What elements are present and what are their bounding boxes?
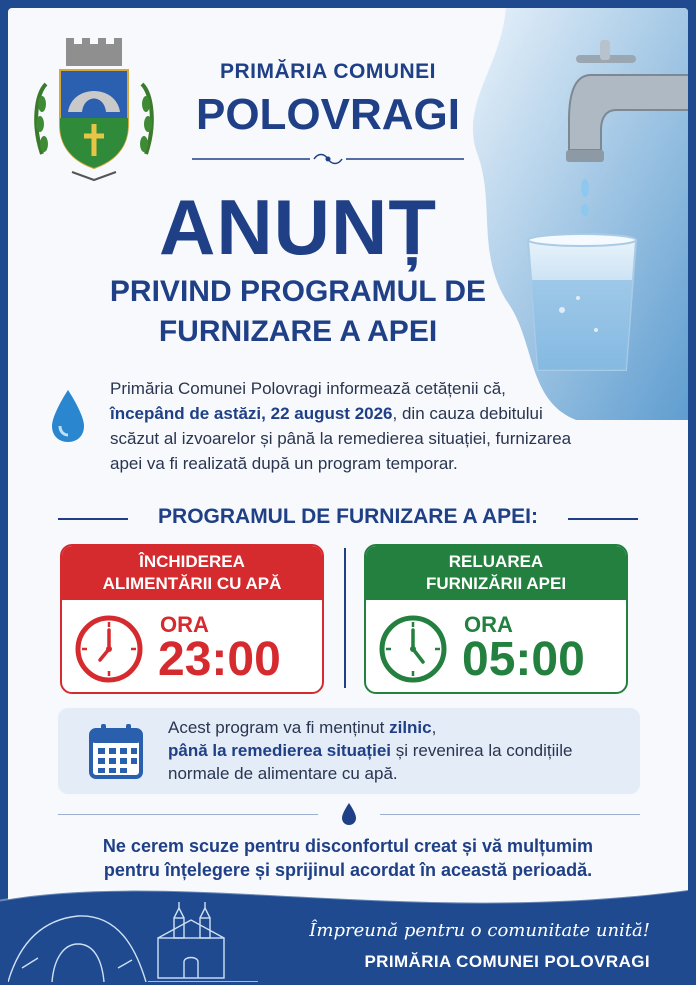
header-org-line2: POLOVRAGI — [195, 90, 461, 139]
footer — [0, 872, 688, 985]
heading-rule-right — [568, 518, 638, 520]
water-drop-icon — [340, 802, 358, 826]
coat-of-arms-icon — [32, 34, 156, 184]
divider-rule-left — [58, 814, 318, 815]
clock-icon — [378, 614, 448, 684]
card-resume-label-line1: RELUAREA — [448, 552, 544, 571]
water-drop-icon — [48, 388, 88, 444]
card-resume — [364, 544, 628, 694]
card-closing-time: 23:00 — [158, 633, 281, 686]
card-resume-time: 05:00 — [462, 633, 585, 686]
cards-divider — [344, 548, 346, 688]
card-closing-label — [62, 546, 322, 600]
page-title: ANUNȚ — [159, 183, 437, 271]
subtitle-line2: FURNIZARE A APEI — [158, 315, 438, 348]
note-line1 — [168, 716, 638, 739]
note-line2 — [168, 739, 638, 762]
note-line1-post: , — [431, 718, 437, 737]
schedule-heading — [58, 503, 638, 533]
header-org-line1: PRIMĂRIA COMUNEI — [219, 60, 437, 83]
calendar-icon — [88, 722, 144, 780]
thanks-line2: pentru înțelegere și sprijinul acordat în această perioadă. — [103, 860, 593, 880]
subtitle-line1: PRIVIND PROGRAMUL DE — [109, 275, 487, 308]
note-line1-bold: zilnic — [389, 718, 432, 737]
intro-bold-start: începând de astăzi, — [110, 404, 271, 423]
divider-rule-right — [380, 814, 640, 815]
ornament-divider — [192, 152, 464, 166]
card-closing-label-line2: ALIMENTĂRII CU APĂ — [102, 574, 282, 593]
announcement-poster — [8, 8, 688, 977]
intro-text-2: , din cauza debitului scăzut al izvoarelor și până la remedierea situației, furnizarea apei va fi realizată după un program temporar. — [110, 404, 572, 473]
page-subtitle — [48, 272, 548, 352]
note-line1-pre: Acest program va fi menținut — [168, 718, 390, 737]
card-resume-label — [366, 546, 626, 600]
card-closing-ora: ORA — [160, 612, 209, 637]
clock-icon — [74, 614, 144, 684]
thanks-line1: Ne cerem scuze pentru disconfortul creat și vă mulțumim — [102, 836, 594, 856]
drop-divider — [58, 802, 640, 826]
card-resume-ora: ORA — [464, 612, 513, 637]
note-line3: normale de alimentare cu apă. — [168, 764, 398, 783]
intro-date: 22 august 2026 — [270, 404, 393, 423]
intro-paragraph — [110, 376, 580, 476]
card-resume-label-line2: FURNIZĂRII APEI — [425, 574, 567, 593]
heading-rule-left — [58, 518, 128, 520]
footer-org-name: PRIMĂRIA COMUNEI POLOVRAGI — [364, 952, 650, 971]
note-line2-bold: până la remedierea situației — [168, 741, 391, 760]
card-closing — [60, 544, 324, 694]
card-closing-label-line1: ÎNCHIDEREA — [139, 552, 245, 571]
intro-text-1: Primăria Comunei Polovragi informează cetățenii că, — [110, 379, 506, 398]
schedule-heading-text: PROGRAMUL DE FURNIZARE A APEI: — [158, 505, 538, 528]
footer-motto: Împreună pentru o comunitate unită! — [309, 920, 650, 941]
note-text — [168, 716, 638, 785]
landmark-sketch-icon — [8, 898, 258, 982]
note-line2-post: și revenirea la condițiile — [391, 741, 573, 760]
daily-note-box — [58, 708, 640, 794]
